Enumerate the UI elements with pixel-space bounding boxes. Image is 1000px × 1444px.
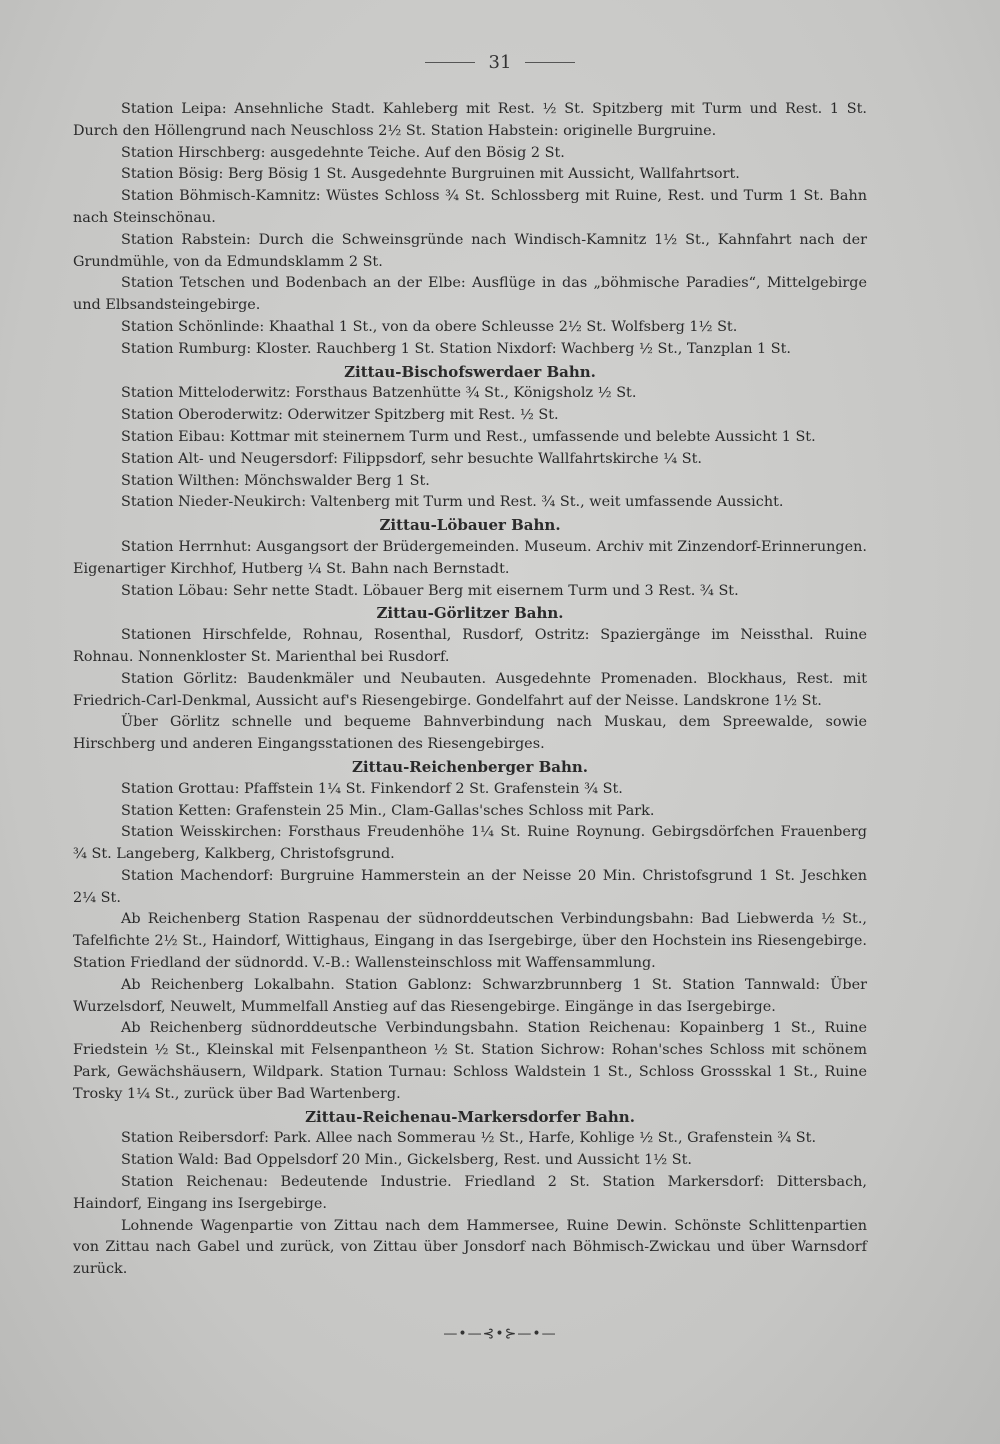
paragraph-reibersdorf: Station Reibersdorf: Park. Allee nach Sommerau ½ St., Harfe, Kohlige ½ St., Grafenstein ¾ St. <box>121 1130 817 1147</box>
paragraph-muskau: Über Görlitz schnelle und bequeme Bahnverbindung nach Muskau, dem Spreewalde, sowie Hirschberg und anderen Eingangsstationen des Riesengebirges. <box>73 714 867 753</box>
paragraph-wald: Station Wald: Bad Oppelsdorf 20 Min., Gickelsberg, Rest. und Aussicht 1½ St. <box>121 1152 692 1169</box>
paragraph-raspenau: Ab Reichenberg Station Raspenau der südnorddeutschen Verbindungsbahn: Bad Liebwerda ½ St., Tafelfichte 2½ St., Haindorf, Wittighaus, Eingang in das Isergebirge, über den Hochstein ins Riesengebirge. Station Friedland der südnordd. V.-B.: Wallensteinschloss mit Waffensammlung. <box>73 911 867 972</box>
section-heading-bischofswerda: Zittau-Bischofswerdaer Bahn. <box>344 362 596 381</box>
paragraph-ketten: Station Ketten: Grafenstein 25 Min., Clam-Gallas'sches Schloss mit Park. <box>121 802 655 819</box>
paragraph-machendorf: Station Machendorf: Burgruine Hammerstein an der Neisse 20 Min. Christofsgrund 1 St. Jeschken 2¼ St. <box>73 867 867 906</box>
paragraph-boehmisch-kamnitz: Station Böhmisch-Kamnitz: Wüstes Schloss ¾ St. Schlossberg mit Ruine, Rest. und Turm 1 St. Bahn nach Steinschönau. <box>73 188 867 226</box>
paragraph-oberoderwitz: Station Oberoderwitz: Oderwitzer Spitzberg mit Rest. ½ St. <box>121 407 559 424</box>
paragraph-loebau: Station Löbau: Sehr nette Stadt. Löbauer Berg mit eisernem Turm und 3 Rest. ¾ St. <box>121 582 739 599</box>
paragraph-hirschberg: Station Hirschberg: ausgedehnte Teiche. Auf den Bösig 2 St. <box>121 144 565 161</box>
paragraph-boesig: Station Bösig: Berg Bösig 1 St. Ausgedehnte Burgruinen mit Aussicht, Wallfahrtsort. <box>121 166 740 183</box>
paragraph-gersdorf: Station Alt- und Neugersdorf: Filippsdorf, sehr besuchte Wallfahrtskirche ¼ St. <box>121 450 702 467</box>
end-ornament: —•—⊰•⊱—•— <box>443 1326 557 1342</box>
header-rule-left <box>425 62 475 63</box>
paragraph-herrnhut: Station Herrnhut: Ausgangsort der Brüdergemeinden. Museum. Archiv mit Zinzendorf-Erinnerungen. Eigenartiger Kirchhof, Hutberg ¼ St. Bahn nach Bernstadt. <box>73 538 867 577</box>
paragraph-lokalbahn: Ab Reichenberg Lokalbahn. Station Gablonz: Schwarzbrunnberg 1 St. Station Tannwald: Über Wurzelsdorf, Neuwelt, Mummelfall Anstieg auf das Riesengebirge. Eingänge in das Isergebirge. <box>73 976 867 1015</box>
paragraph-hirschfelde: Stationen Hirschfelde, Rohnau, Rosenthal, Rusdorf, Ostritz: Spaziergänge im Neissthal. Ruine Rohnau. Nonnenkloster St. Marienthal bei Rusdorf. <box>73 627 867 665</box>
paragraph-leipa: Station Leipa: Ansehnliche Stadt. Kahleberg mit Rest. ½ St. Spitzberg mit Turm und Rest. 1 St. Durch den Höllengrund nach Neuschloss 2½ St. Station Habstein: originelle Burgruine. <box>73 101 867 139</box>
paragraph-grottau: Station Grottau: Pfaffstein 1¼ St. Finkendorf 2 St. Grafenstein ¾ St. <box>121 780 623 797</box>
page-header <box>0 52 1000 73</box>
paragraph-weisskirchen: Station Weisskirchen: Forsthaus Freudenhöhe 1¼ St. Ruine Roynung. Gebirgsdörfchen Frauenberg ¾ St. Langeberg, Kalkberg, Christofsgrund. <box>73 824 867 863</box>
paragraph-goerlitz: Station Görlitz: Baudenkmäler und Neubauten. Ausgedehnte Promenaden. Blockhaus, Rest. mit Friedrich-Carl-Denkmal, Aussicht auf's Riesengebirge. Gondelfahrt auf der Neisse. Landskrone 1½ St. <box>73 670 867 709</box>
section-heading-reichenberg: Zittau-Reichenberger Bahn. <box>351 757 589 776</box>
section-heading-loebau: Zittau-Löbauer Bahn. <box>379 516 561 535</box>
paragraph-reichenau-industrie: Station Reichenau: Bedeutende Industrie. Friedland 2 St. Station Markersdorf: Dittersbach, Haindorf, Eingang ins Isergebirge. <box>73 1174 867 1212</box>
paragraph-wilthen: Station Wilthen: Mönchswalder Berg 1 St. <box>121 472 430 489</box>
paragraph-tetschen: Station Tetschen und Bodenbach an der Elbe: Ausflüge in das „böhmische Paradies“, Mittelgebirge und Elbsandsteingebirge. <box>73 275 867 314</box>
paragraph-rabstein: Station Rabstein: Durch die Schweinsgründe nach Windisch-Kamnitz 1½ St., Kahnfahrt nach der Grundmühle, von da Edmundsklamm 2 St. <box>73 231 867 270</box>
paragraph-wagenpartie: Lohnende Wagenpartie von Zittau nach dem Hammersee, Ruine Dewin. Schönste Schlittenpartien von Zittau nach Gabel und zurück, von Zittau über Jonsdorf nach Böhmisch-Zwickau und über Warnsdorf zurück. <box>73 1217 867 1278</box>
paragraph-reichenau-turnau: Ab Reichenberg südnorddeutsche Verbindungsbahn. Station Reichenau: Kopainberg 1 St., Ruine Friedstein ½ St., Kleinskal mit Felsenpantheon ½ St. Station Sichrow: Rohan'sches Schloss mit schönem Park, Gewächshäusern, Wildpark. Station Turnau: Schloss Waldstein 1 St., Schloss Grossskal 1 St., Ruine Trosky 1¼ St., zurück über Bad Wartenberg. <box>73 1020 867 1102</box>
paragraph-mitteloderwitz: Station Mitteloderwitz: Forsthaus Batzenhütte ¾ St., Königsholz ½ St. <box>121 385 637 402</box>
paragraph-nieder-neukirch: Station Nieder-Neukirch: Valtenberg mit Turm und Rest. ¾ St., weit umfassende Aussicht. <box>121 494 784 511</box>
paragraph-schoenlinde: Station Schönlinde: Khaathal 1 St., von da obere Schleusse 2½ St. Wolfsberg 1½ St. <box>121 318 738 335</box>
paragraph-eibau: Station Eibau: Kottmar mit steinernem Turm und Rest., umfassende und belebte Aussicht 1 St. <box>121 428 816 445</box>
section-heading-markersdorf: Zittau-Reichenau-Markersdorfer Bahn. <box>305 1107 635 1126</box>
section-heading-goerlitz: Zittau-Görlitzer Bahn. <box>376 604 564 623</box>
paragraph-rumburg: Station Rumburg: Kloster. Rauchberg 1 St. Station Nixdorf: Wachberg ½ St., Tanzplan 1 St. <box>121 340 792 357</box>
page-number: 31 <box>488 52 512 73</box>
header-rule-right <box>525 62 575 63</box>
page-body <box>73 99 867 1281</box>
